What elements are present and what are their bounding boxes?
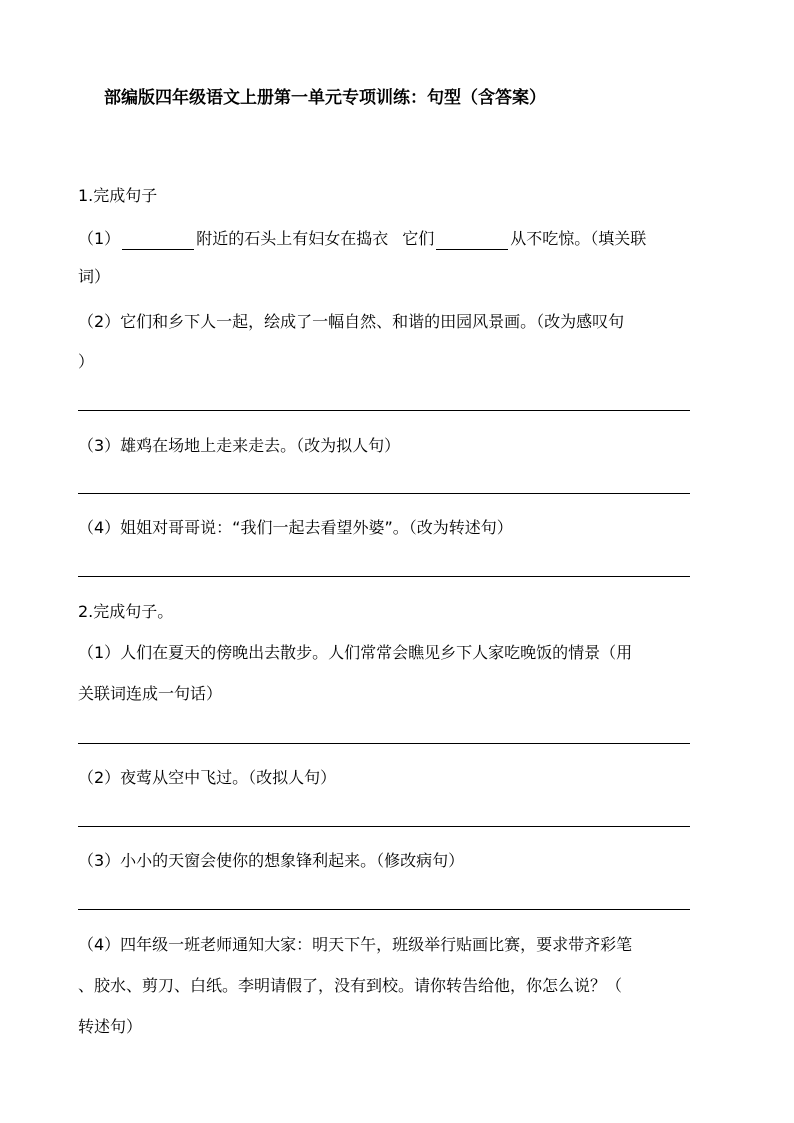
question-1-4: （4）姐姐对哥哥说：“我们一起去看望外婆”。（改为转述句） (78, 518, 513, 537)
answer-blank-1[interactable] (122, 231, 194, 250)
question-1-2-line1: （2）它们和乡下人一起，绘成了一幅自然、和谐的田园风景画。（改为感叹句 (78, 312, 625, 331)
section-2-heading: 2.完成句子。 (78, 602, 174, 621)
question-2-3: （3）小小的天窗会使你的想象锋利起来。（修改病句） (78, 851, 465, 870)
answer-line-2-2[interactable] (78, 826, 690, 827)
answer-line-1-3[interactable] (78, 493, 690, 494)
answer-line-1-4[interactable] (78, 576, 690, 577)
question-2-4-line3: 转述句） (78, 1017, 143, 1036)
question-1-1-continued: 词） (78, 267, 111, 286)
answer-line-1-2[interactable] (78, 410, 690, 411)
question-1-3: （3）雄鸡在场地上走来走去。（改为拟人句） (78, 436, 401, 455)
question-1-2-line2: ） (78, 352, 95, 371)
question-2-2: （2）夜莺从空中飞过。（改拟人句） (78, 768, 337, 787)
question-1-1 (78, 228, 646, 250)
question-1-1-part2: 它们 (402, 229, 435, 248)
answer-line-2-1[interactable] (78, 743, 690, 744)
document-title: 部编版四年级语文上册第一单元专项训练：句型（含答案） (104, 88, 546, 108)
answer-blank-2[interactable] (436, 231, 508, 250)
question-2-1-line2: 关联词连成一句话） (78, 684, 223, 703)
question-1-1-part3: 从不吃惊。（填关联 (510, 229, 647, 248)
answer-line-2-3[interactable] (78, 909, 690, 910)
question-2-4-line2: 、胶水、剪刀、白纸。李明请假了，没有到校。请你转告给他，你怎么说？（ (78, 976, 623, 995)
question-1-1-prefix: （1） (78, 229, 121, 248)
question-2-4-line1: （4）四年级一班老师通知大家：明天下午，班级举行贴画比赛，要求带齐彩笔 (78, 935, 633, 954)
question-1-1-part1: 附近的石头上有妇女在捣衣 (196, 229, 389, 248)
question-2-1-line1: （1）人们在夏天的傍晚出去散步。人们常常会瞧见乡下人家吃晚饭的情景（用 (78, 643, 633, 662)
section-1-heading: 1.完成句子 (78, 186, 158, 205)
